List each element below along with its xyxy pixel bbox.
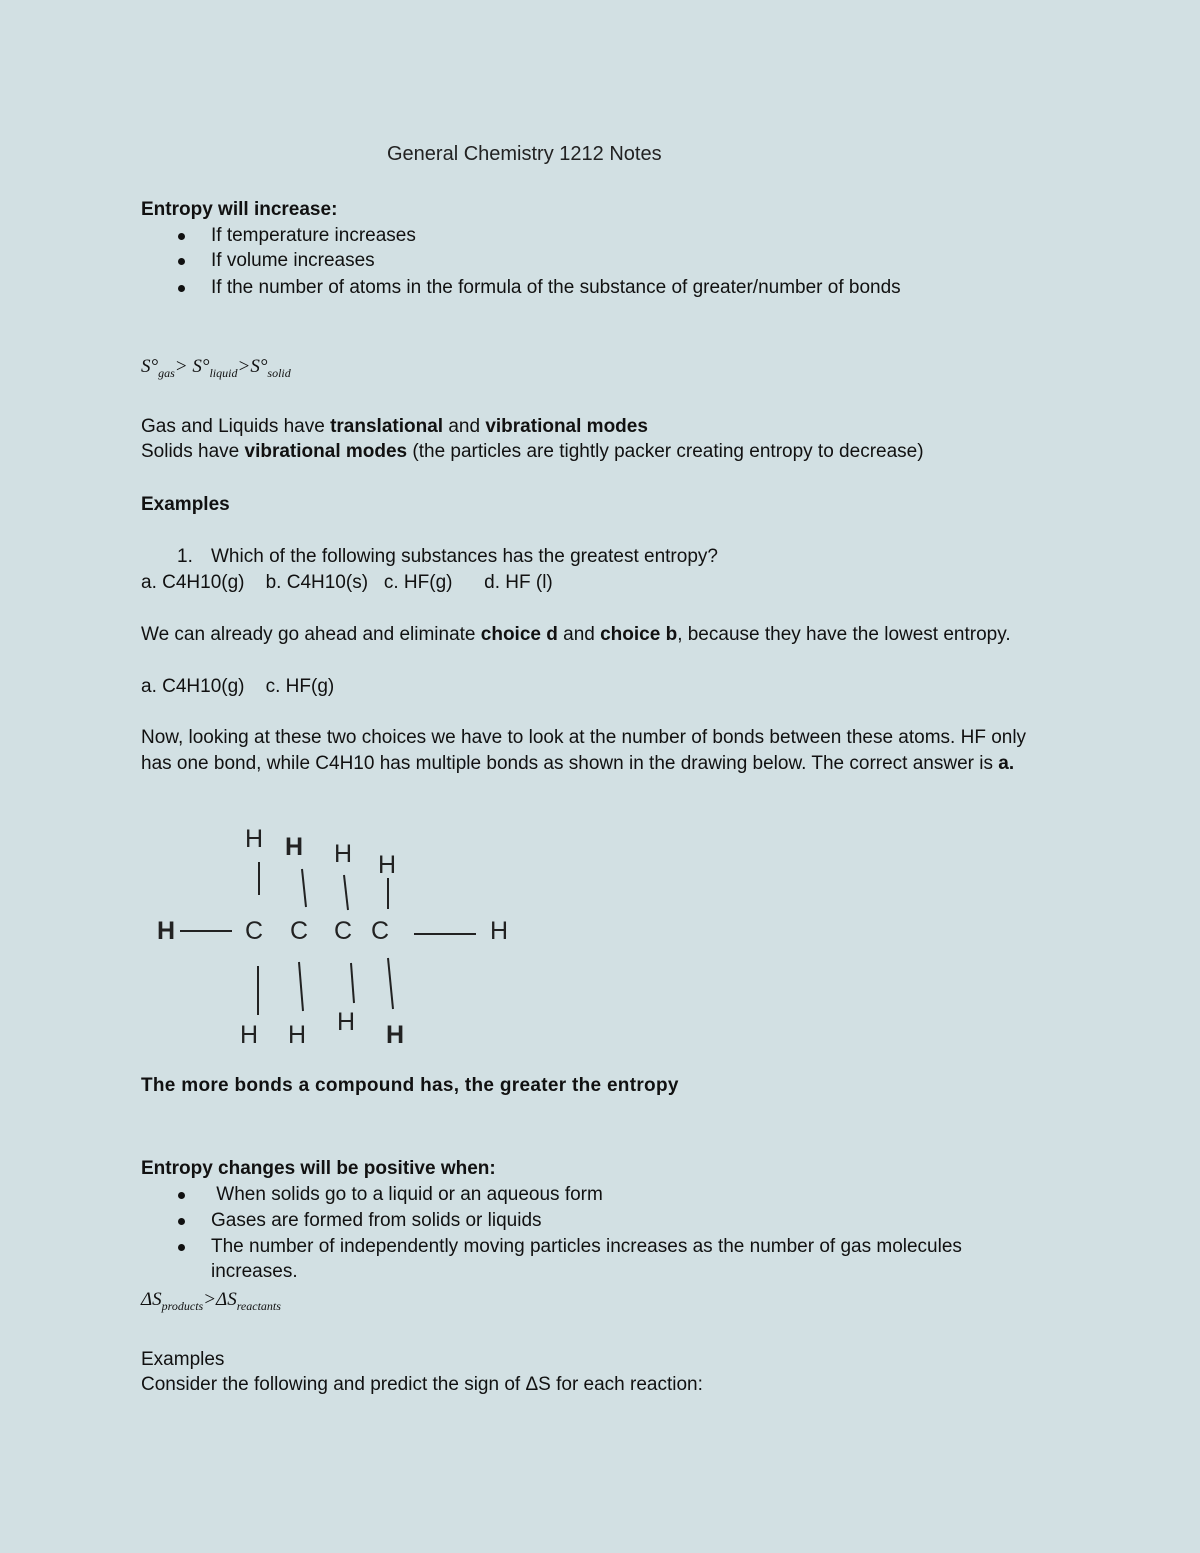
entropy-change-formula: $\Delta S_{products}>\Delta S_{reactants}$ bbox=[141, 1289, 281, 1313]
atom-h-top: H bbox=[285, 833, 304, 861]
list-item: If volume increases bbox=[211, 250, 375, 271]
bullet-icon bbox=[178, 1218, 185, 1225]
atom-h-top: H bbox=[245, 825, 264, 853]
conclusion-text: The more bonds a compound has, the greater the entropy bbox=[141, 1075, 679, 1096]
bond-line bbox=[351, 963, 354, 1003]
bullet-icon bbox=[178, 285, 185, 292]
atom-c: C bbox=[334, 917, 353, 945]
list-item: If the number of atoms in the formula of the substance of greater/number of bonds bbox=[211, 277, 901, 298]
list-item: Gases are formed from solids or liquids bbox=[211, 1210, 542, 1231]
section-heading: Entropy changes will be positive when: bbox=[141, 1158, 496, 1179]
atom-c: C bbox=[245, 917, 264, 945]
explanation-line-2: has one bond, while C4H10 has multiple bonds as shown in the drawing below. The correct answer is a. bbox=[141, 753, 1015, 774]
examples-heading-2: Examples bbox=[141, 1349, 225, 1370]
bond-line bbox=[344, 875, 348, 910]
list-item: The number of independently moving particles increases as the number of gas molecules bbox=[211, 1236, 962, 1257]
section-heading: Entropy will increase: bbox=[141, 199, 338, 220]
bond-line bbox=[388, 958, 393, 1009]
list-item-continuation: increases. bbox=[211, 1261, 298, 1282]
butane-structure-diagram bbox=[140, 815, 560, 1055]
atom-c: C bbox=[290, 917, 309, 945]
examples-heading: Examples bbox=[141, 494, 230, 515]
explanation-line-1: Now, looking at these two choices we have to look at the number of bonds between these atoms. HF only bbox=[141, 727, 1027, 748]
bond-line bbox=[302, 869, 306, 907]
answer-choices: a. C4H10(g) b. C4H10(s) c. HF(g) d. HF (l) bbox=[141, 572, 553, 593]
bond-line bbox=[299, 962, 303, 1011]
modes-line-gas-liquid: Gas and Liquids have translational and vibrational modes bbox=[141, 416, 648, 437]
bullet-icon bbox=[178, 258, 185, 265]
atom-h-bottom: H bbox=[288, 1021, 307, 1049]
atom-h-right: H bbox=[490, 917, 509, 945]
remaining-choices: a. C4H10(g) c. HF(g) bbox=[141, 676, 335, 697]
atom-h-top: H bbox=[334, 840, 353, 868]
question-number: 1. bbox=[177, 546, 193, 567]
page-title: General Chemistry 1212 Notes bbox=[387, 143, 662, 165]
bullet-icon bbox=[178, 233, 185, 240]
elimination-text: We can already go ahead and eliminate choice d and choice b, because they have the lowest entropy. bbox=[141, 624, 1011, 645]
entropy-order-formula: $S^\circ_{gas}> S^\circ_{liquid}>S^\circ_{solid}$ bbox=[141, 356, 291, 380]
atom-c: C bbox=[371, 917, 390, 945]
list-item: If temperature increases bbox=[211, 225, 416, 246]
bullet-icon bbox=[178, 1192, 185, 1199]
question-text: Which of the following substances has the greatest entropy? bbox=[211, 546, 718, 567]
atom-h-top: H bbox=[378, 851, 397, 879]
bullet-icon bbox=[178, 1244, 185, 1251]
atom-h-bottom: H bbox=[337, 1008, 356, 1036]
atom-h-left: H bbox=[157, 917, 176, 945]
atom-h-bottom: H bbox=[386, 1021, 405, 1049]
list-item: When solids go to a liquid or an aqueous form bbox=[211, 1184, 603, 1205]
atom-h-bottom: H bbox=[240, 1021, 259, 1049]
modes-line-solid: Solids have vibrational modes (the particles are tightly packer creating entropy to decrease) bbox=[141, 441, 924, 462]
examples-instruction: Consider the following and predict the sign of ΔS for each reaction: bbox=[141, 1374, 703, 1395]
